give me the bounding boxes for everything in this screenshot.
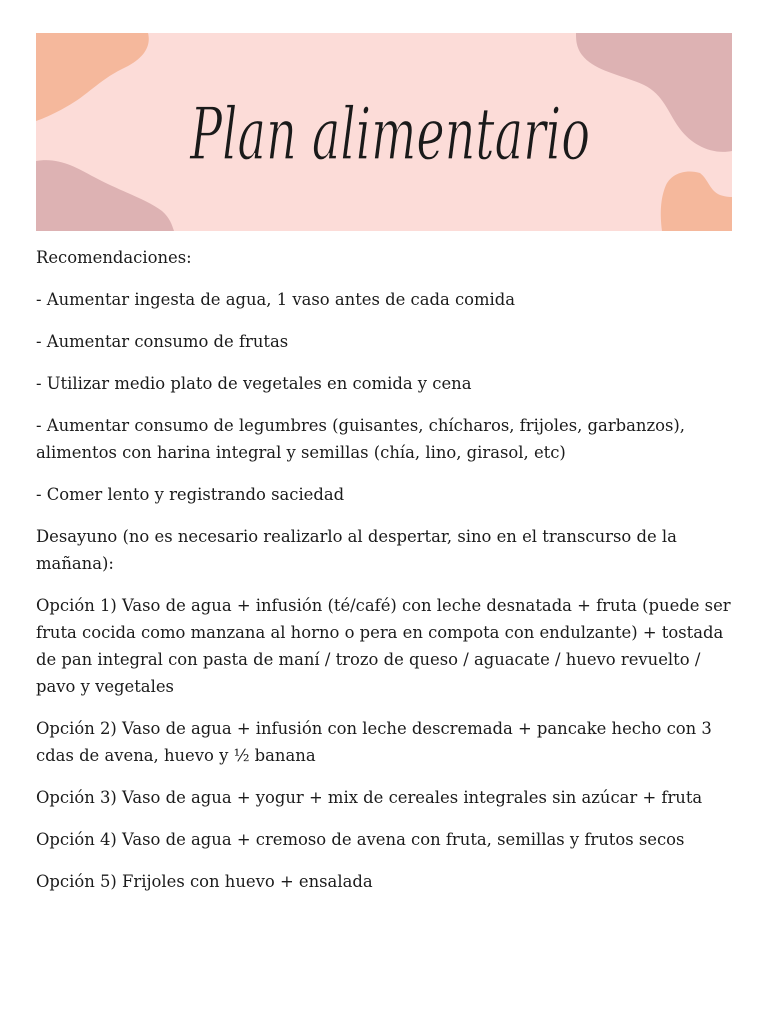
recommendation-item: - Aumentar consumo de frutas (36, 332, 289, 351)
header-banner (36, 33, 732, 231)
breakfast-option: Opción 3) Vaso de agua + yogur + mix de cereales integrales sin azúcar + fruta (36, 788, 703, 807)
recommendation-item: - Aumentar consumo de legumbres (guisantes, chícharos, frijoles, garbanzos), alimentos con harina integral y semillas (chía, lino, girasol, etc) (36, 416, 685, 462)
banner-title (36, 33, 732, 231)
breakfast-option: Opción 1) Vaso de agua + infusión (té/café) con leche desnatada + fruta (puede ser fruta cocida como manzana al horno o pera en compota con endulzante) + tostada de pan integral con pasta de maní / trozo de queso / aguacate / huevo revuelto / pavo y vegetales (36, 596, 731, 696)
recommendation-item: - Utilizar medio plato de vegetales en comida y cena (36, 374, 472, 393)
breakfast-option: Opción 5) Frijoles con huevo + ensalada (36, 872, 373, 891)
breakfast-option: Opción 2) Vaso de agua + infusión con leche descremada + pancake hecho con 3 cdas de avena, huevo y ½ banana (36, 719, 712, 765)
breakfast-option: Opción 4) Vaso de agua + cremoso de avena con fruta, semillas y frutos secos (36, 830, 685, 849)
recommendations-heading: Recomendaciones: (36, 248, 192, 267)
breakfast-heading: Desayuno (no es necesario realizarlo al despertar, sino en el transcurso de la mañana): (36, 527, 677, 573)
recommendation-item: - Comer lento y registrando saciedad (36, 485, 345, 504)
svg-text:Plan alimentario: Plan alimentario (188, 92, 590, 176)
recommendation-item: - Aumentar ingesta de agua, 1 vaso antes de cada comida (36, 290, 516, 309)
document-body (36, 244, 732, 910)
